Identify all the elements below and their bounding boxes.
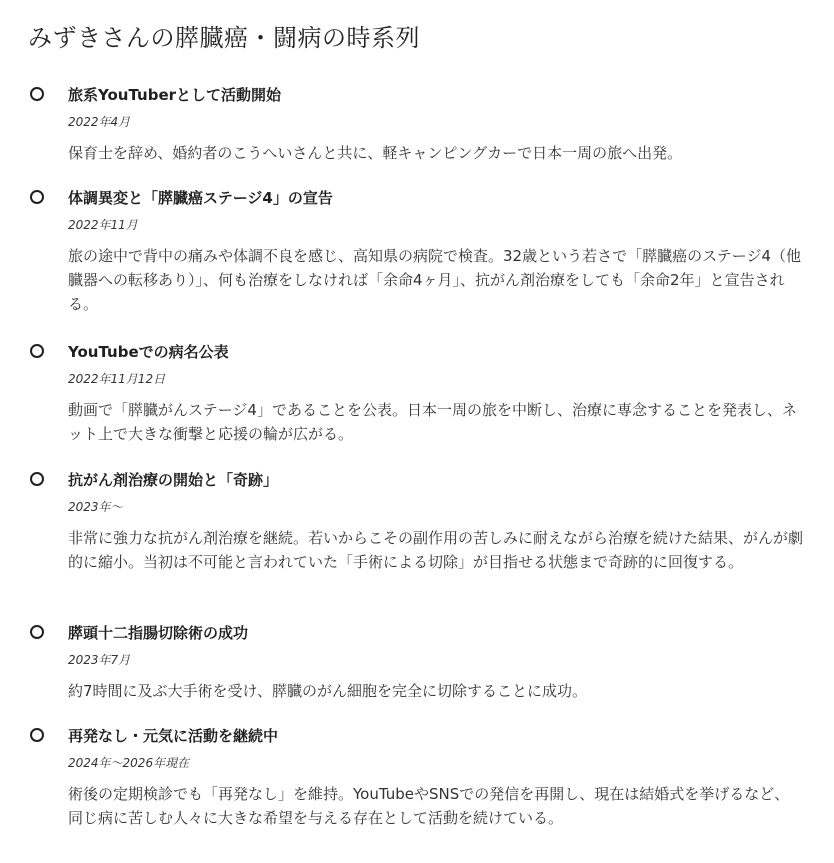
event-description: 保育士を辞め、婚約者のこうへいさんと共に、軽キャンピングカーで日本一周の旅へ出発。 bbox=[68, 144, 683, 162]
circle-marker-icon bbox=[30, 190, 44, 204]
event-date: 2022年4月 bbox=[68, 115, 131, 129]
event-date: 2024年～2026年現在 bbox=[68, 756, 190, 770]
event-title: YouTubeでの病名公表 bbox=[68, 343, 229, 361]
circle-marker-icon bbox=[30, 87, 44, 101]
circle-marker-icon bbox=[30, 625, 44, 639]
event-description: 旅の途中で背中の痛みや体調不良を感じ、高知県の病院で検査。32歳という若さで「膵臓癌のステージ4（他臓器への転移あり）」、何も治療をしなければ「余命4ヶ月」、抗がん剤治療をしても「余命2年」と宣告される。 bbox=[68, 247, 802, 313]
page-title: みずきさんの膵臓癌・闘病の時系列 bbox=[28, 24, 420, 52]
circle-marker-icon bbox=[30, 344, 44, 358]
event-description: 非常に強力な抗がん剤治療を継続。若いからこその副作用の苦しみに耐えながら治療を続けた結果、がんが劇的に縮小。当初は不可能と言われていた「手術による切除」が目指せる状態まで奇跡的に回復する。 bbox=[68, 529, 804, 571]
event-description: 術後の定期検診でも「再発なし」を維持。YouTubeやSNSでの発信を再開し、現在は結婚式を挙げるなど、同じ病に苦しむ人々に大きな希望を与える存在として活動を続けている。 bbox=[68, 785, 790, 827]
event-date: 2023年～ bbox=[68, 500, 123, 514]
event-date: 2022年11月12日 bbox=[68, 372, 166, 386]
event-title: 膵頭十二指腸切除術の成功 bbox=[68, 624, 249, 642]
event-description: 動画で「膵臓がんステージ4」であることを公表。日本一周の旅を中断し、治療に専念することを発表し、ネット上で大きな衝撃と応援の輪が広がる。 bbox=[68, 401, 797, 443]
event-date: 2022年11月 bbox=[68, 218, 138, 232]
circle-marker-icon bbox=[30, 472, 44, 486]
event-title: 旅系YouTuberとして活動開始 bbox=[68, 86, 282, 104]
event-description: 約7時間に及ぶ大手術を受け、膵臓のがん細胞を完全に切除することに成功。 bbox=[68, 682, 587, 700]
circle-marker-icon bbox=[30, 728, 44, 742]
event-title: 再発なし・元気に活動を継続中 bbox=[68, 727, 279, 745]
event-title: 体調異変と「膵臓癌ステージ4」の宣告 bbox=[68, 189, 333, 207]
event-title: 抗がん剤治療の開始と「奇跡」 bbox=[68, 471, 279, 489]
event-date: 2023年7月 bbox=[68, 653, 131, 667]
